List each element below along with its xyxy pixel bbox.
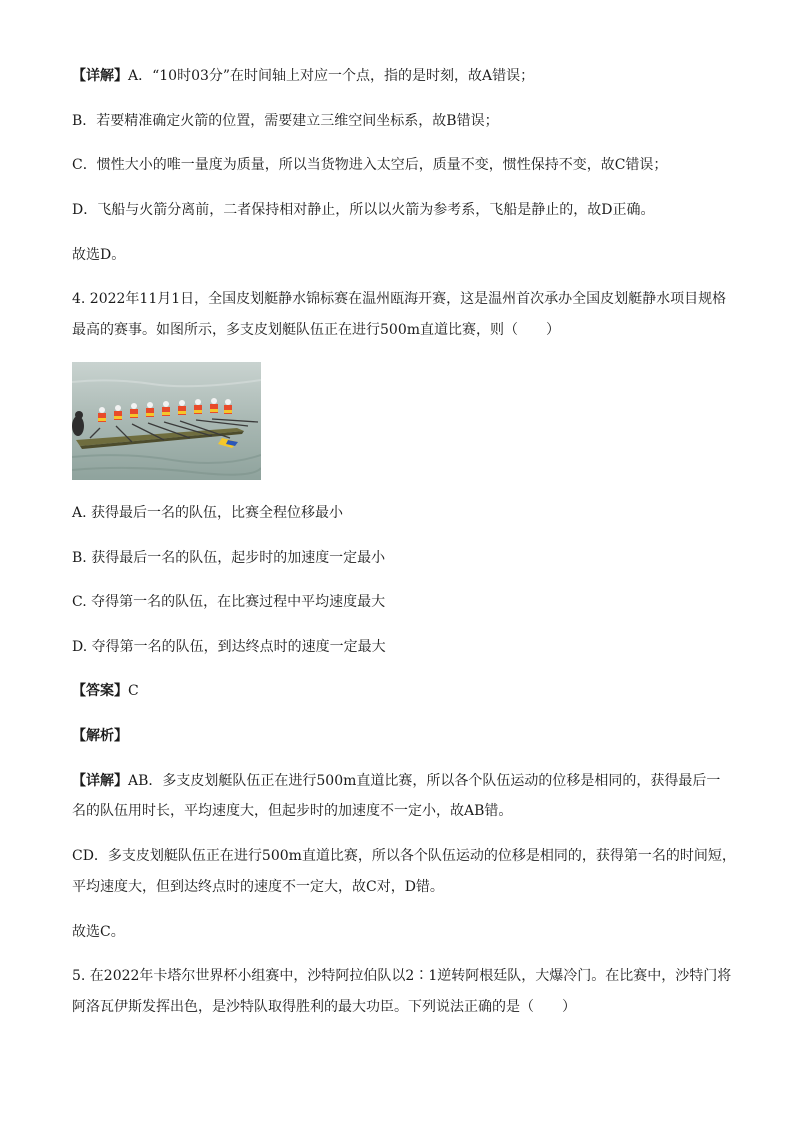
q4-stem-line2: 最高的赛事。如图所示，多支皮划艇队伍正在进行500m直道比赛，则（ ） [72,322,560,338]
q3-detail-a-text: A．“10时03分”在时间轴上对应一个点，指的是时刻，故A错误； [128,68,535,84]
q4-detail-line1 [72,771,720,791]
q4-option-b: B. 获得最后一名的队伍，起步时的加速度一定最小 [72,550,386,566]
q4-option-a: A. 获得最后一名的队伍，比赛全程位移最小 [72,505,344,521]
q3-detail-line-c: C．惯性大小的唯一量度为质量，所以当货物进入太空后，质量不变，惯性保持不变，故C错误； [72,157,668,173]
q3-detail-line-b: B．若要精准确定火箭的位置，需要建立三维空间坐标系，故B错误； [72,113,499,129]
detail-tag: 【详解】 [72,68,128,84]
rowing-photo [72,362,261,480]
q4-detail-line2: 名的队伍用时长，平均速度大，但起步时的加速度不一定小，故AB错。 [72,803,513,819]
q4-answer-line [72,681,139,701]
q3-detail-line-d: D．飞船与火箭分离前，二者保持相对静止，所以以火箭为参考系，飞船是静止的，故D正确。 [72,202,655,218]
answer-value: C [128,683,139,699]
q3-choose: 故选D。 [72,247,126,263]
q4-choose: 故选C。 [72,924,125,940]
q4-option-c: C. 夺得第一名的队伍，在比赛过程中平均速度最大 [72,594,386,610]
detail-tag: 【详解】 [72,773,128,789]
analysis-tag: 【解析】 [72,728,128,744]
q4-stem-line1: 4. 2022年11月1日，全国皮划艇静水锦标赛在温州瓯海开赛，这是温州首次承办全国皮划艇静水项目规格 [72,291,727,307]
q3-detail-line-a [72,66,534,86]
q4-option-d: D. 夺得第一名的队伍，到达终点时的速度一定最大 [72,639,386,655]
q4-detail-line1-text: AB．多支皮划艇队伍正在进行500m直道比赛，所以各个队伍运动的位移是相同的，获得最后一 [128,773,721,789]
q4-detail-line4: 平均速度大，但到达终点时的速度不一定大，故C对，D错。 [72,879,444,895]
q4-detail-line3: CD．多支皮划艇队伍正在进行500m直道比赛，所以各个队伍运动的位移是相同的，获得第一名的时间短， [72,848,736,864]
q5-stem-line1: 5. 在2022年卡塔尔世界杯小组赛中，沙特阿拉伯队以2∶1逆转阿根廷队，大爆冷门。在比赛中，沙特门将 [72,968,732,984]
answer-tag: 【答案】 [72,683,128,699]
q5-stem-line2: 阿洛瓦伊斯发挥出色，是沙特队取得胜利的最大功臣。下列说法正确的是（ ） [72,999,576,1015]
